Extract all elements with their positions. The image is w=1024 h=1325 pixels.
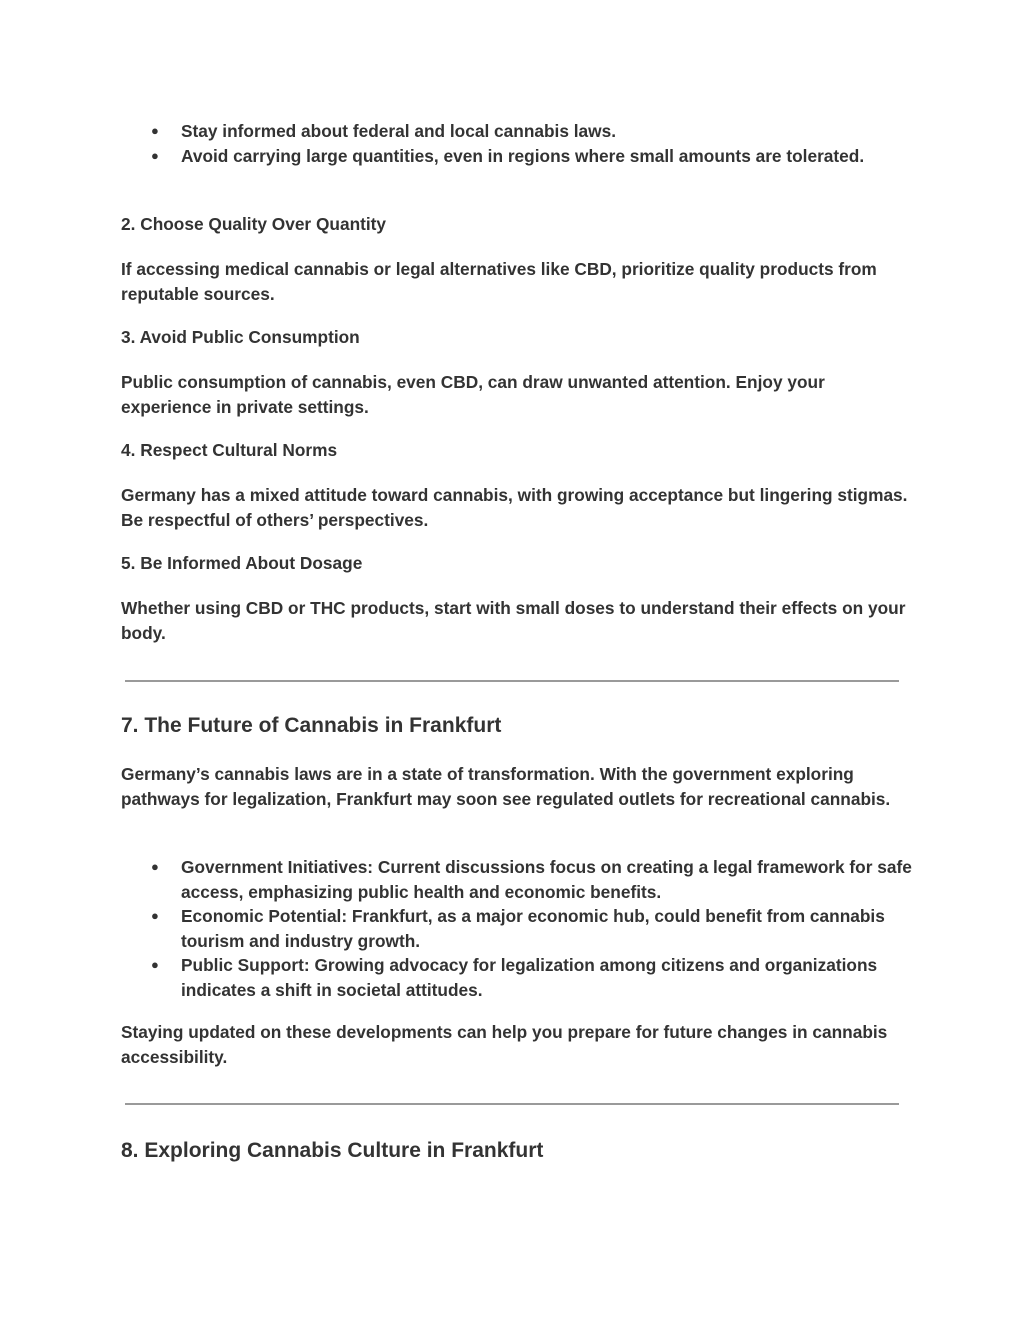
- list-item: ● Public Support: Growing advocacy for legalization among citizens and organizations indicates a shift in societal attitudes.: [0, 953, 1024, 1002]
- section-8-heading: 8. Exploring Cannabis Culture in Frankfurt: [121, 1139, 544, 1162]
- tip-2-heading: 2. Choose Quality Over Quantity: [121, 214, 387, 234]
- tip-3-body: Public consumption of cannabis, even CBD, can draw unwanted attention. Enjoy your experience in private settings.: [121, 372, 825, 417]
- legal-tips-list: [0, 119, 1024, 168]
- tip-4-heading: 4. Respect Cultural Norms: [121, 440, 338, 460]
- section-7-intro: Germany’s cannabis laws are in a state of transformation. With the government exploring pathways for legalization, Frankfurt may soon see regulated outlets for recreational cannabis.: [121, 764, 891, 809]
- list-item: ● Economic Potential: Frankfurt, as a major economic hub, could benefit from cannabis tourism and industry growth.: [0, 904, 1024, 953]
- section-divider: [125, 1103, 899, 1105]
- list-item: ● Government Initiatives: Current discussions focus on creating a legal framework for safe access, emphasizing public health and economic benefits.: [0, 855, 1024, 904]
- future-points-list: [0, 855, 1024, 1002]
- tip-3-heading: 3. Avoid Public Consumption: [121, 327, 360, 347]
- section-7-heading: 7. The Future of Cannabis in Frankfurt: [121, 714, 502, 737]
- list-item: ● Stay informed about federal and local cannabis laws.: [0, 119, 1024, 144]
- tip-4-body: Germany has a mixed attitude toward cannabis, with growing acceptance but lingering stigmas. Be respectful of others’ perspectives.: [121, 485, 908, 530]
- section-7-closing: Staying updated on these developments can help you prepare for future changes in cannabis accessibility.: [121, 1022, 888, 1067]
- tip-5-body: Whether using CBD or THC products, start with small doses to understand their effects on your body.: [121, 598, 906, 643]
- tip-5-heading: 5. Be Informed About Dosage: [121, 553, 363, 573]
- tip-2-body: If accessing medical cannabis or legal alternatives like CBD, prioritize quality products from reputable sources.: [121, 259, 877, 304]
- section-divider: [125, 680, 899, 682]
- list-item: ● Avoid carrying large quantities, even in regions where small amounts are tolerated.: [0, 144, 1024, 169]
